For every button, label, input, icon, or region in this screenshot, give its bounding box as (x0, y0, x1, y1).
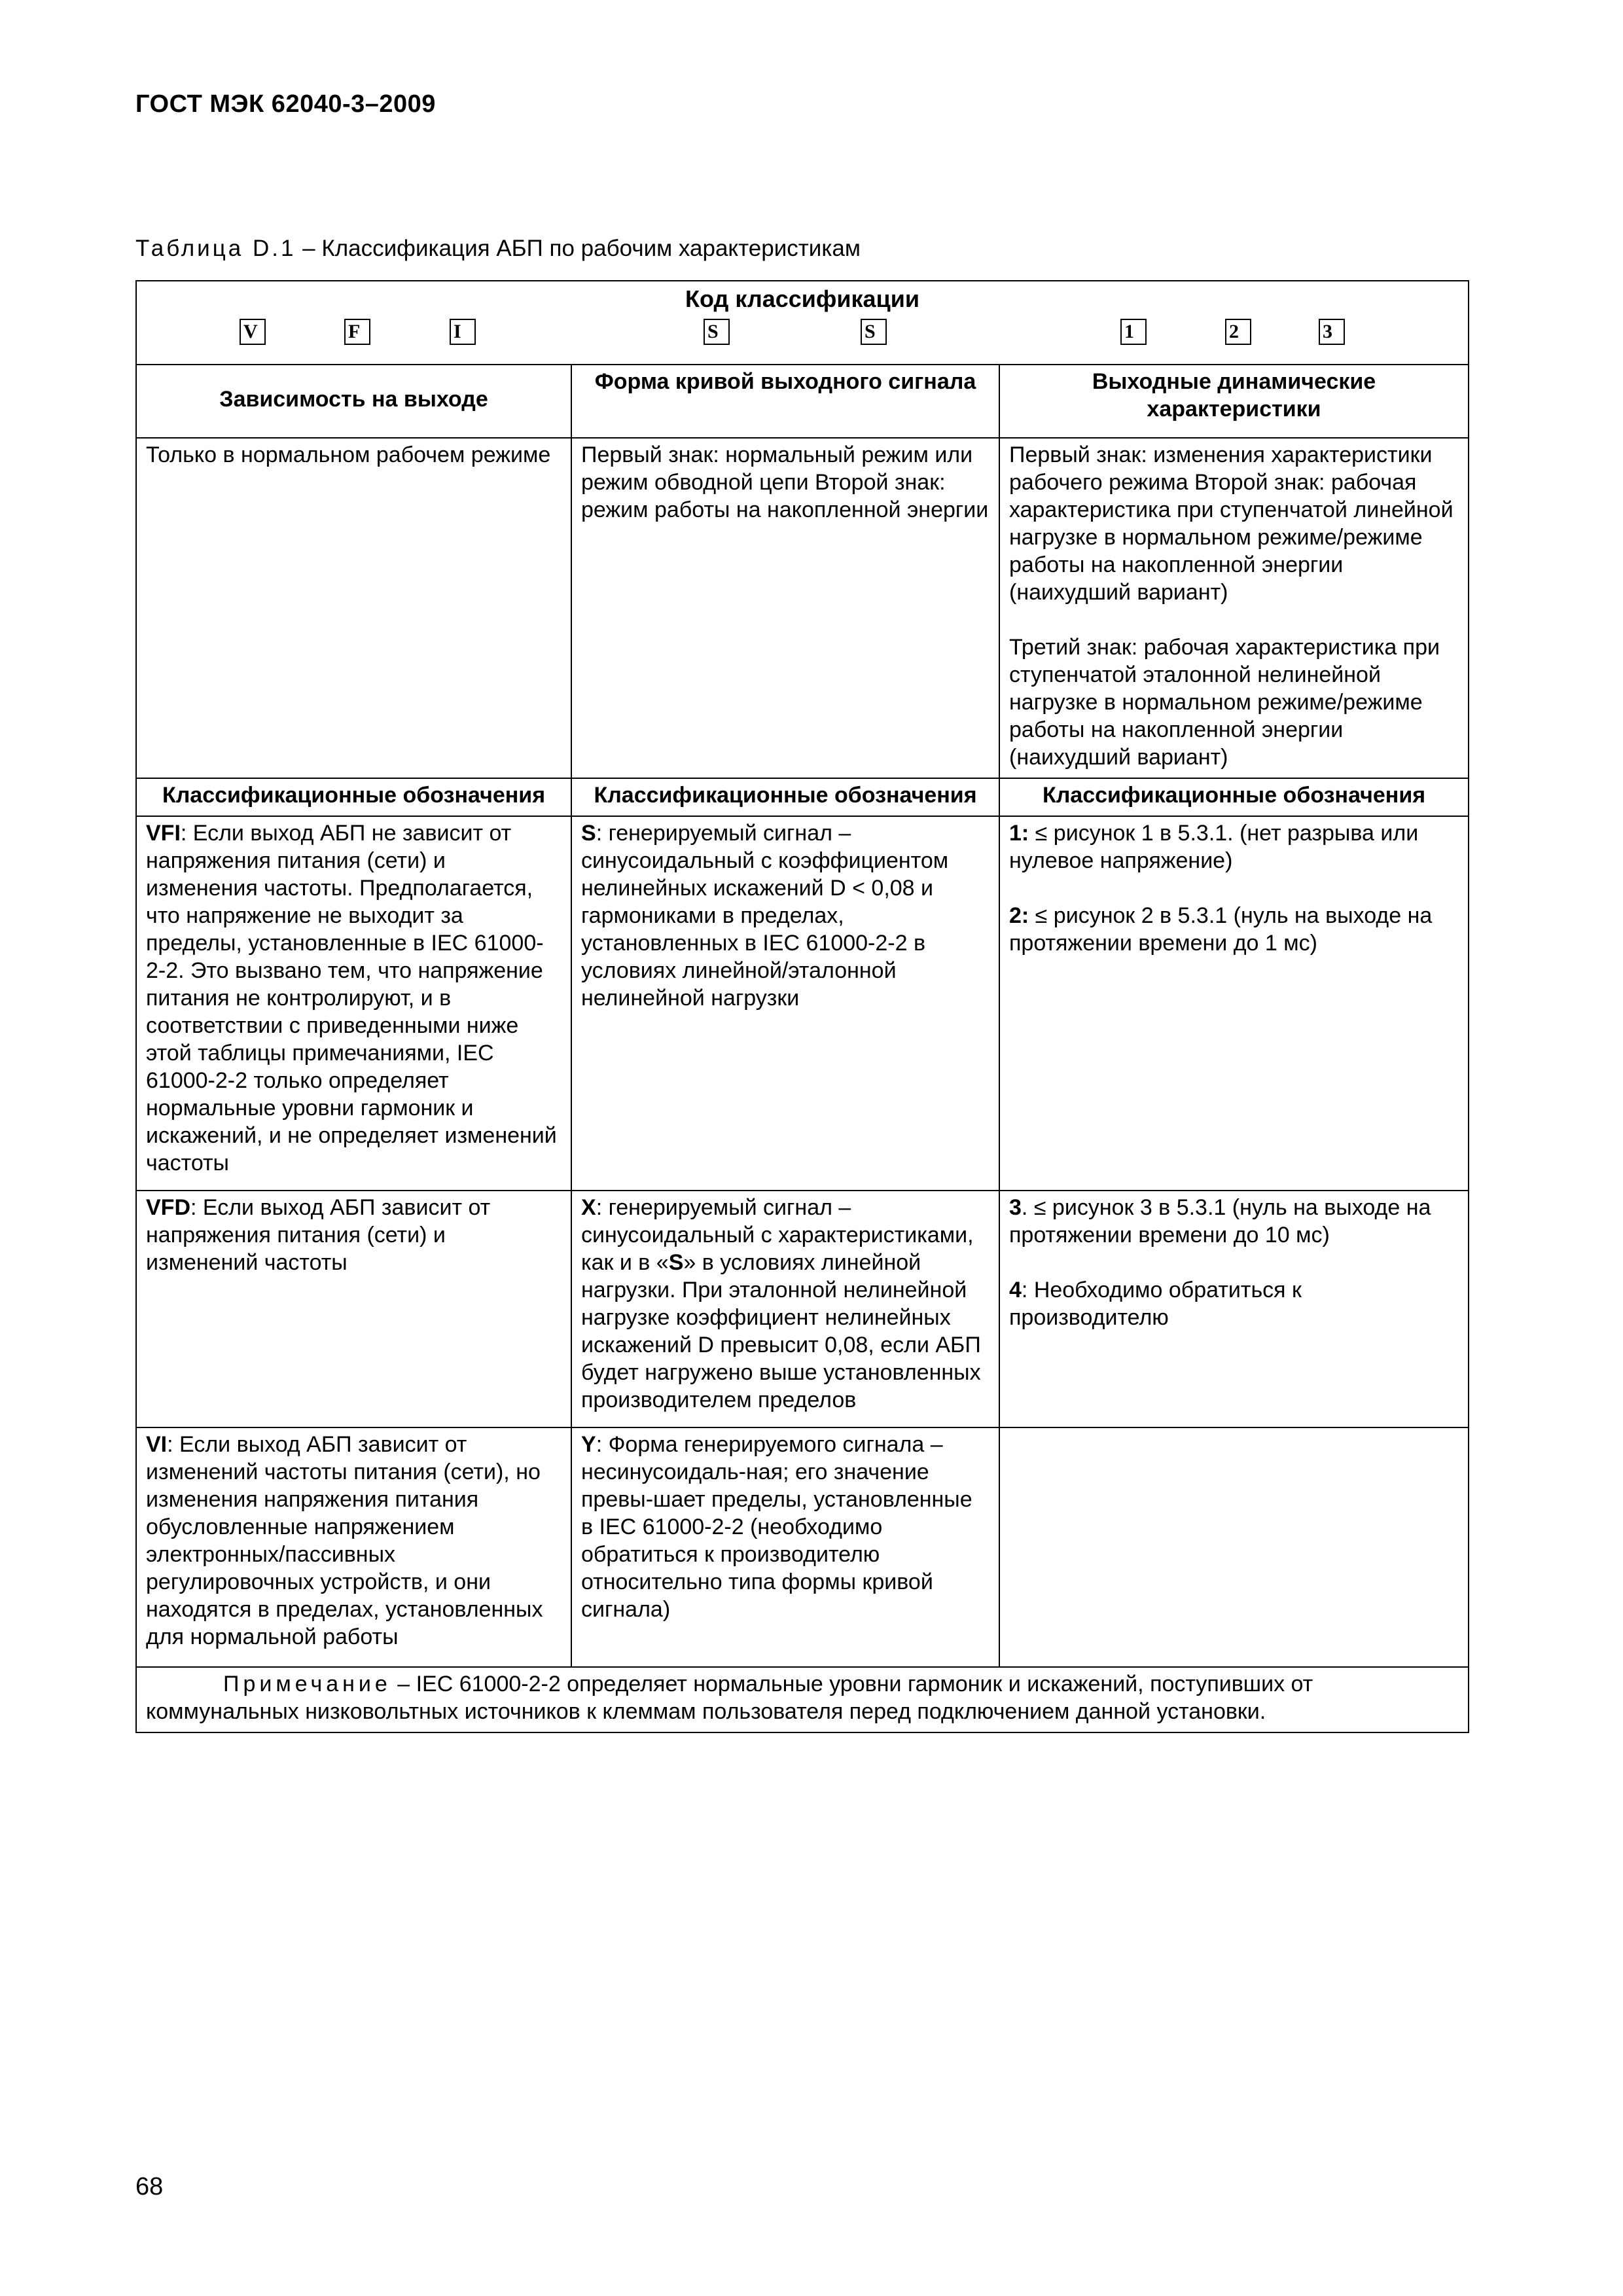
code-box-1: 1 (1120, 319, 1147, 345)
note-label: Примечание (223, 1672, 391, 1696)
row-vfd-c2 (571, 1191, 999, 1427)
table-row (136, 816, 1469, 1191)
row-4-text: : Необходимо обратиться к производителю (1009, 1278, 1302, 1330)
code-s: S (581, 821, 596, 846)
table-note (136, 1667, 1469, 1732)
page-number: 68 (135, 2173, 164, 2200)
subheader-c3: Классификационные обозначения (999, 778, 1469, 816)
row-s-text: : генерируемый сигнал – синусоидальный с коэффициентом нелинейных искажений D < 0,08 и гармониками в пределах, установленных в IEC 61000-2-2 в условиях линейной/эталонной нелинейной нагрузки (581, 821, 949, 1011)
code-y: Y (581, 1432, 596, 1457)
code-box-s2: S (861, 319, 887, 345)
row-vfd-c1 (136, 1191, 571, 1427)
note-row (136, 1667, 1469, 1732)
description-c3-p2: Третий знак: рабочая характеристика при ступенчатой эталонной нелинейной нагрузке в нормальном режиме/режиме работы на накопленной энергии (наихудший вариант) (1009, 635, 1440, 770)
code-row (136, 281, 1469, 365)
code-title: Код классификации (685, 285, 919, 312)
row-vi-c1 (136, 1427, 571, 1667)
code-box-i: I (450, 319, 476, 345)
row-x-text-b: » в условиях линейной нагрузки. При эталонной нелинейной нагрузке коэффициент нелинейных искажений D превысит 0,08, если АБП будет нагружено выше установленных производителем пределов (581, 1250, 981, 1412)
table-caption (135, 236, 861, 262)
row-vfi-text: : Если выход АБП не зависит от напряжения питания (сети) и изменения частоты. Предполагается, что напряжение не выходит за пределы, установленные в IEC 61000-2-2. Это вызвано тем, что напряжение питания не контролируют, и в соответствии с приведенными ниже этой таблицы примечаниями, IEC 61000-2-2 только определяет нормальные уровни гармоник и искажений, и не определяет изменений частоты (146, 821, 557, 1175)
note-text: – IEC 61000-2-2 определяет нормальные уровни гармоник и искажений, поступивших от коммунальных низковольтных источников к клеммам пользователя перед подключением данной установки. (146, 1672, 1313, 1724)
row-vfd-c3 (999, 1191, 1469, 1427)
code-vfi: VFI (146, 821, 181, 846)
row-vfi-c3-p2 (1009, 902, 1459, 957)
row-vfd-c3-p1 (1009, 1194, 1459, 1249)
row-y-text: : Форма генерируемого сигнала – несинусоидаль-ная; его значение превы-шает пределы, установленные в IEC 61000-2-2 (необходимо обратиться к производителю относительно типа формы кривой сигнала) (581, 1432, 972, 1622)
code-cell (136, 281, 1469, 365)
caption-prefix: Таблица D.1 (135, 236, 296, 261)
code-x: X (581, 1195, 596, 1220)
code-s-inline: S (668, 1250, 684, 1275)
row-vfd-text: : Если выход АБП зависит от напряжения питания (сети) и изменений частоты (146, 1195, 491, 1275)
row-vfi-c2 (571, 816, 999, 1191)
code-vfd: VFD (146, 1195, 190, 1220)
column-header-dynamics: Выходные динамические характеристики (999, 365, 1469, 438)
row-1-text: ≤ рисунок 1 в 5.3.1. (нет разрыва или нулевое напряжение) (1009, 821, 1419, 873)
description-c3-p1: Первый знак: изменения характеристики рабочего режима Второй знак: рабочая характеристика при ступенчатой линейной нагрузке в нормальном режиме/режиме работы на накопленной энергии (наихудший вариант) (1009, 442, 1454, 605)
code-2: 2: (1009, 903, 1029, 928)
row-vfi-c3 (999, 816, 1469, 1191)
code-box-3: 3 (1319, 319, 1345, 345)
column-header-row (136, 365, 1469, 438)
code-vi: VI (146, 1432, 168, 1457)
code-box-2: 2 (1225, 319, 1251, 345)
row-vfd-c3-p2 (1009, 1276, 1459, 1331)
row-x-text-a: : генерируемый сигнал – синусоидальный с характеристиками, как и в « (581, 1195, 974, 1275)
code-box-f: F (344, 319, 370, 345)
row-vfi-c1 (136, 816, 571, 1191)
standard-header: ГОСТ МЭК 62040-3–2009 (135, 90, 436, 118)
table-row (136, 1191, 1469, 1427)
code-3: 3 (1009, 1195, 1022, 1220)
description-waveform (571, 438, 999, 778)
code-box-s1: S (704, 319, 730, 345)
description-c1-text: Только в нормальном рабочем режиме (146, 442, 551, 467)
row-vi-text: : Если выход АБП зависит от изменений частоты питания (сети), но изменения напряжения питания обусловленные напряжением электронных/пассивных регулировочных устройств, и они находятся в пределах, установленных для нормальной работы (146, 1432, 543, 1649)
classification-table (135, 280, 1469, 1733)
table-row (136, 1427, 1469, 1667)
code-1: 1: (1009, 821, 1029, 846)
row-vfi-c3-p1 (1009, 819, 1459, 874)
subheader-row (136, 778, 1469, 816)
code-4: 4 (1009, 1278, 1022, 1302)
description-dynamics (999, 438, 1469, 778)
subheader-c1: Классификационные обозначения (136, 778, 571, 816)
column-header-waveform: Форма кривой выходного сигнала (571, 365, 999, 438)
caption-text: – Классификация АБП по рабочим характеристикам (296, 236, 861, 261)
code-box-v: V (240, 319, 266, 345)
column-header-output-dependence: Зависимость на выходе (136, 365, 571, 438)
description-output-dependence (136, 438, 571, 778)
row-vi-c2 (571, 1427, 999, 1667)
row-3-text: . ≤ рисунок 3 в 5.3.1 (нуль на выходе на протяжении времени до 10 мс) (1009, 1195, 1431, 1247)
description-row (136, 438, 1469, 778)
row-vi-c3 (999, 1427, 1469, 1667)
row-2-text: ≤ рисунок 2 в 5.3.1 (нуль на выходе на протяжении времени до 1 мс) (1009, 903, 1433, 956)
description-c2-text: Первый знак: нормальный режим или режим обводной цепи Второй знак: режим работы на накопленной энергии (581, 442, 989, 522)
subheader-c2: Классификационные обозначения (571, 778, 999, 816)
